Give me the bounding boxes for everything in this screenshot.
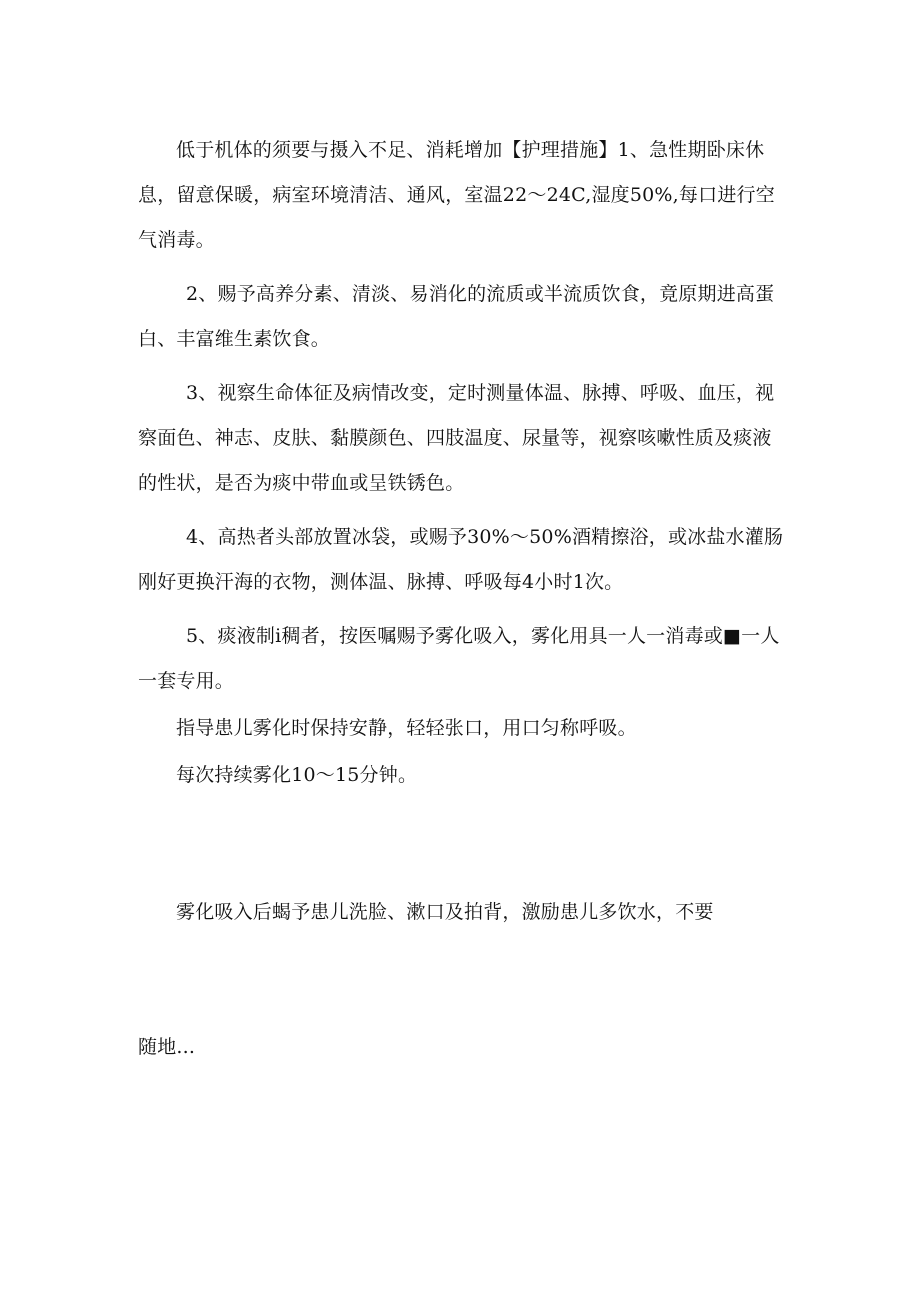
paragraph-after-nebulization: [138, 800, 748, 1160]
paragraph-nursing-measures-2: 2、赐予高养分素、清淡、易消化的流质或半流质饮食，竟原期进高蛋白、丰富维生素饮食。: [138, 283, 775, 350]
paragraph-nursing-measures-4: 4、高热者头部放置冰袋，或赐予30%～50%酒精擦浴，或冰盐水灌肠刚好更换汗海的衣物，测体温、脉搏、呼吸每4小时1次。: [138, 526, 784, 593]
paragraph-nursing-measures-5: 5、痰液制i稠者，按医嘱赐予雾化吸入，雾化用具一人一消毒或■一人一套专用。: [138, 625, 780, 692]
paragraph-nursing-measures-3: 3、视察生命体征及病情改变，定时测量体温、脉搏、呼吸、血压，视察面色、神志、皮肤、黏膜颜色、四肢温度、尿量等，视察咳嗽性质及痰液的性状，是否为痰中带血或呈铁锈色。: [138, 382, 775, 494]
paragraph-nursing-measures-1: 低于机体的须要与摄入不足、消耗增加【护理措施】1、急性期卧床休息，留意保暖，病室环境清洁、通风，室温22～24C,湿度50%,每口进行空气消毒。: [138, 139, 775, 251]
paragraph-nebulization-duration: 每次持续雾化10～15分钟。: [176, 764, 418, 786]
document-body: [138, 128, 788, 1160]
paragraph-after-nebulization-line-1: 雾化吸入后蝎予患儿洗脸、漱口及拍背，激励患儿多饮水，不要: [176, 901, 714, 923]
paragraph-after-nebulization-line-2: 随地...: [138, 1036, 196, 1058]
paragraph-nebulization-guidance: 指导患儿雾化时保持安静，轻轻张口，用口匀称呼吸。: [176, 717, 637, 739]
